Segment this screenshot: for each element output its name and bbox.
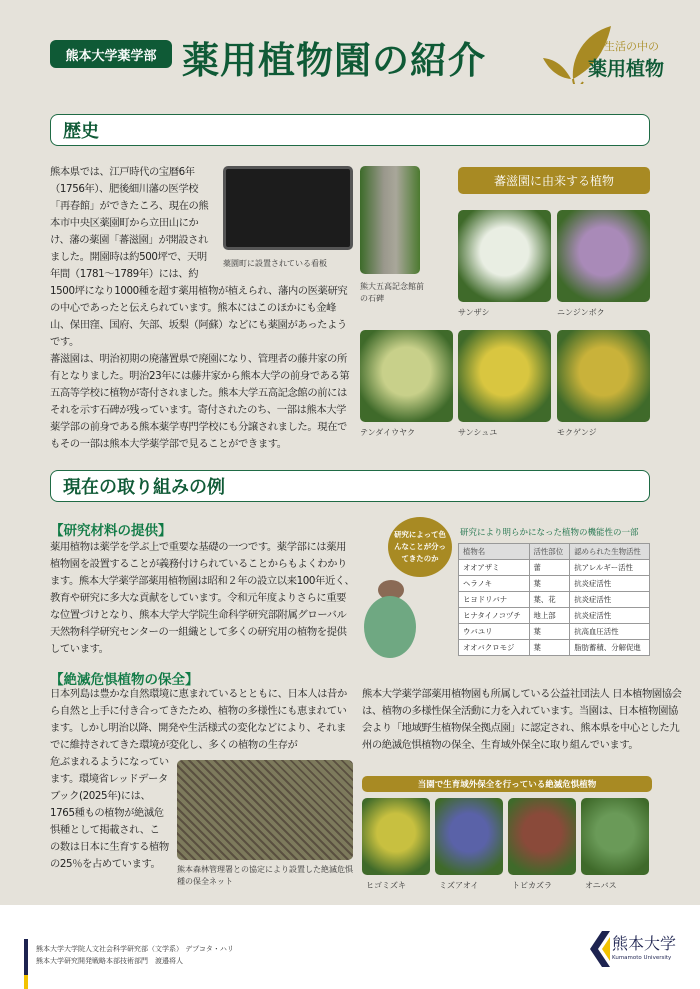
plant-caption: モクゲンジ	[557, 428, 597, 437]
net-figure	[169, 754, 355, 892]
table-title: 研究により明らかになった植物の機能性の一部	[460, 528, 639, 538]
section-history-heading: 歴史	[50, 114, 650, 146]
footer-bar-accent	[24, 975, 28, 989]
history-paragraph-2: 蕃滋園は、明治初期の廃藩置県で廃園になり、管理者の藤井家の所有となりました。明治23年には藤井家から熊本大学の前身である第五高等学校に植物が寄付されました。熊本大学五高記念館の前にはそれを示す石碑が残っています。寄付されたのち、一部は熊本大学薬学部の前身である熊本薬学専門学校にも分譲されました。現在でもその一部は熊本大学薬学部で見ることができます。	[50, 353, 350, 450]
net-photo	[177, 760, 353, 860]
plant-caption: サンシュユ	[458, 428, 498, 437]
plant-caption: テンダイウヤク	[360, 428, 416, 437]
table-header: 活性部位	[529, 544, 570, 560]
table-header: 植物名	[459, 544, 530, 560]
stone-monument-photo	[360, 166, 420, 274]
plant-function-table	[458, 543, 650, 656]
table-cell: 葉	[529, 624, 570, 640]
plant-photo	[458, 210, 551, 302]
history-paragraph-1: 熊本県では、江戸時代の宝暦6年（1756年）、肥後細川藩の医学校「再春館」ができたころ、現在の熊本市中央区薬園町から立田山にかけ、藩の薬園「蕃滋園」が開設されました。開園時は約500坪で、天明年間（1781～1789年）には、約1500坪になり1000種を超す薬用植物が植えられ、藩内の医薬研究の中心であったと伝えられています。熊本にはこのほかにも金峰山、保田窪、国府、矢部、坂梨（阿蘇）などにも薬園があったようです。	[50, 166, 348, 348]
signboard-caption: 薬園町に設置されている看板	[223, 259, 327, 268]
university-logo-icon	[588, 931, 610, 967]
table-row	[459, 608, 650, 624]
stone-caption: 熊大五高記念館前の石碑	[360, 282, 424, 303]
author-1: 熊本大学大学院人文社会科学研究部（文学系） デプコタ・ハリ	[36, 945, 234, 953]
endangered-plant-caption: ヒゴミズキ	[366, 881, 406, 890]
table-cell: ヒヨドリバナ	[459, 592, 530, 608]
logo-title: 薬用植物	[588, 58, 665, 80]
conservation-text	[50, 686, 355, 892]
endangered-plant-caption: ミズアオイ	[439, 881, 479, 890]
table-cell: 抗炎症活性	[570, 576, 650, 592]
endangered-plant-photo	[508, 798, 576, 875]
table-cell: 抗炎症活性	[570, 592, 650, 608]
research-heading: 【研究材料の提供】	[50, 523, 172, 539]
table-cell: オオバクロモジ	[459, 640, 530, 656]
footer	[0, 905, 700, 989]
endangered-plant-photo	[581, 798, 649, 875]
endangered-heading: 当園で生育域外保全を行っている絶滅危惧植物	[362, 776, 652, 792]
history-text	[50, 164, 355, 453]
conservation-heading: 【絶滅危惧植物の保全】	[50, 672, 199, 688]
plant-caption: ニンジンボク	[557, 308, 605, 317]
plant-photo	[557, 210, 650, 302]
table-cell: 葉	[529, 576, 570, 592]
table-cell: 抗アレルギー活性	[570, 560, 650, 576]
faculty-badge: 熊本大学薬学部	[50, 40, 172, 68]
footer-authors	[36, 943, 234, 967]
plant-caption: サンザシ	[458, 308, 490, 317]
endangered-plant-photo	[362, 798, 430, 875]
endangered-plant-photo	[435, 798, 503, 875]
table-cell: 抗高血圧活性	[570, 624, 650, 640]
page-title: 薬用植物園の紹介	[182, 39, 486, 82]
plant-photo	[458, 330, 551, 422]
table-cell: 脂肪蓄積、分解促進	[570, 640, 650, 656]
table-row	[459, 624, 650, 640]
right-text: 熊本大学薬学部薬用植物園も所属している公益社団法人 日本植物園協会は、植物の多様性保全活動に力を入れています。当園は、日本植物園協会より「地域野生植物保全拠点園」に認定され、熊本県を中心とした九州の絶滅危惧植物の保全、生育域外保全に取り組んでいます。	[362, 688, 682, 751]
section-current-heading: 現在の取り組みの例	[50, 470, 650, 502]
university-name-en: Kumamoto University	[612, 955, 672, 961]
plant-photo	[360, 330, 453, 422]
table-cell: ヒナタイノコヅチ	[459, 608, 530, 624]
table-row	[459, 592, 650, 608]
table-row	[459, 576, 650, 592]
plants-heading: 蕃滋園に由来する植物	[458, 167, 650, 194]
plant-photo	[557, 330, 650, 422]
table-cell: オオアザミ	[459, 560, 530, 576]
table-cell: 蕾	[529, 560, 570, 576]
conservation-paragraph-1: 日本列島は豊かな自然環境に恵まれているとともに、日本人は昔から自然と上手に付き合ってきたため、植物の多様性にも恵まれています。しかし明治以降、開発や生活様式の変化などにより、それまでに維持されてきた環境が変化し、多くの植物の生存が	[50, 688, 347, 751]
signboard-figure	[215, 164, 355, 274]
table-cell: 地上部	[529, 608, 570, 624]
table-row	[459, 560, 650, 576]
mascot-figure	[360, 580, 420, 660]
author-2: 熊本大学研究開発戦略本部技術部門 渡邉将人	[36, 957, 183, 965]
speech-bubble: 研究によって色んなことが分ってきたのか	[388, 517, 452, 577]
table-row	[459, 640, 650, 656]
conservation-paragraph-2: 危ぶまれるようになっています。環境省レッドデータブック(2025年)には、1765種もの植物が絶滅危惧種として掲載され、この数は日本に生育する植物の25％を占めています。	[50, 756, 169, 870]
table-cell: ヘラノキ	[459, 576, 530, 592]
table-cell: 抗炎症活性	[570, 608, 650, 624]
endangered-plant-caption: オニバス	[585, 881, 617, 890]
logo-subtitle: 生活の中の	[604, 40, 659, 53]
table-header: 認められた生物活性	[570, 544, 650, 560]
table-cell: 葉、花	[529, 592, 570, 608]
net-caption: 熊本森林管理署との協定により設置した絶滅危惧種の保全ネット	[177, 865, 353, 886]
table-cell: 葉	[529, 640, 570, 656]
research-text: 薬用植物は薬学を学ぶ上で重要な基礎の一つです。薬学部には薬用植物園を設置することが義務付けられていることからもよくわかります。熊本大学薬学部薬用植物園は昭和２年の設立以来100年近く、教育や研究に多大な貢献をしています。令和元年度よりさらに重要な位置づけとなり、熊本大学大学院生命科学研究部附属グローバル天然物科学研究センターの一組織として多くの研究用の植物を提供しています。	[50, 541, 355, 655]
table-cell: ウバユリ	[459, 624, 530, 640]
university-name: 熊本大学	[612, 934, 677, 953]
endangered-plant-caption: トビカズラ	[512, 881, 552, 890]
signboard-photo	[223, 166, 353, 250]
